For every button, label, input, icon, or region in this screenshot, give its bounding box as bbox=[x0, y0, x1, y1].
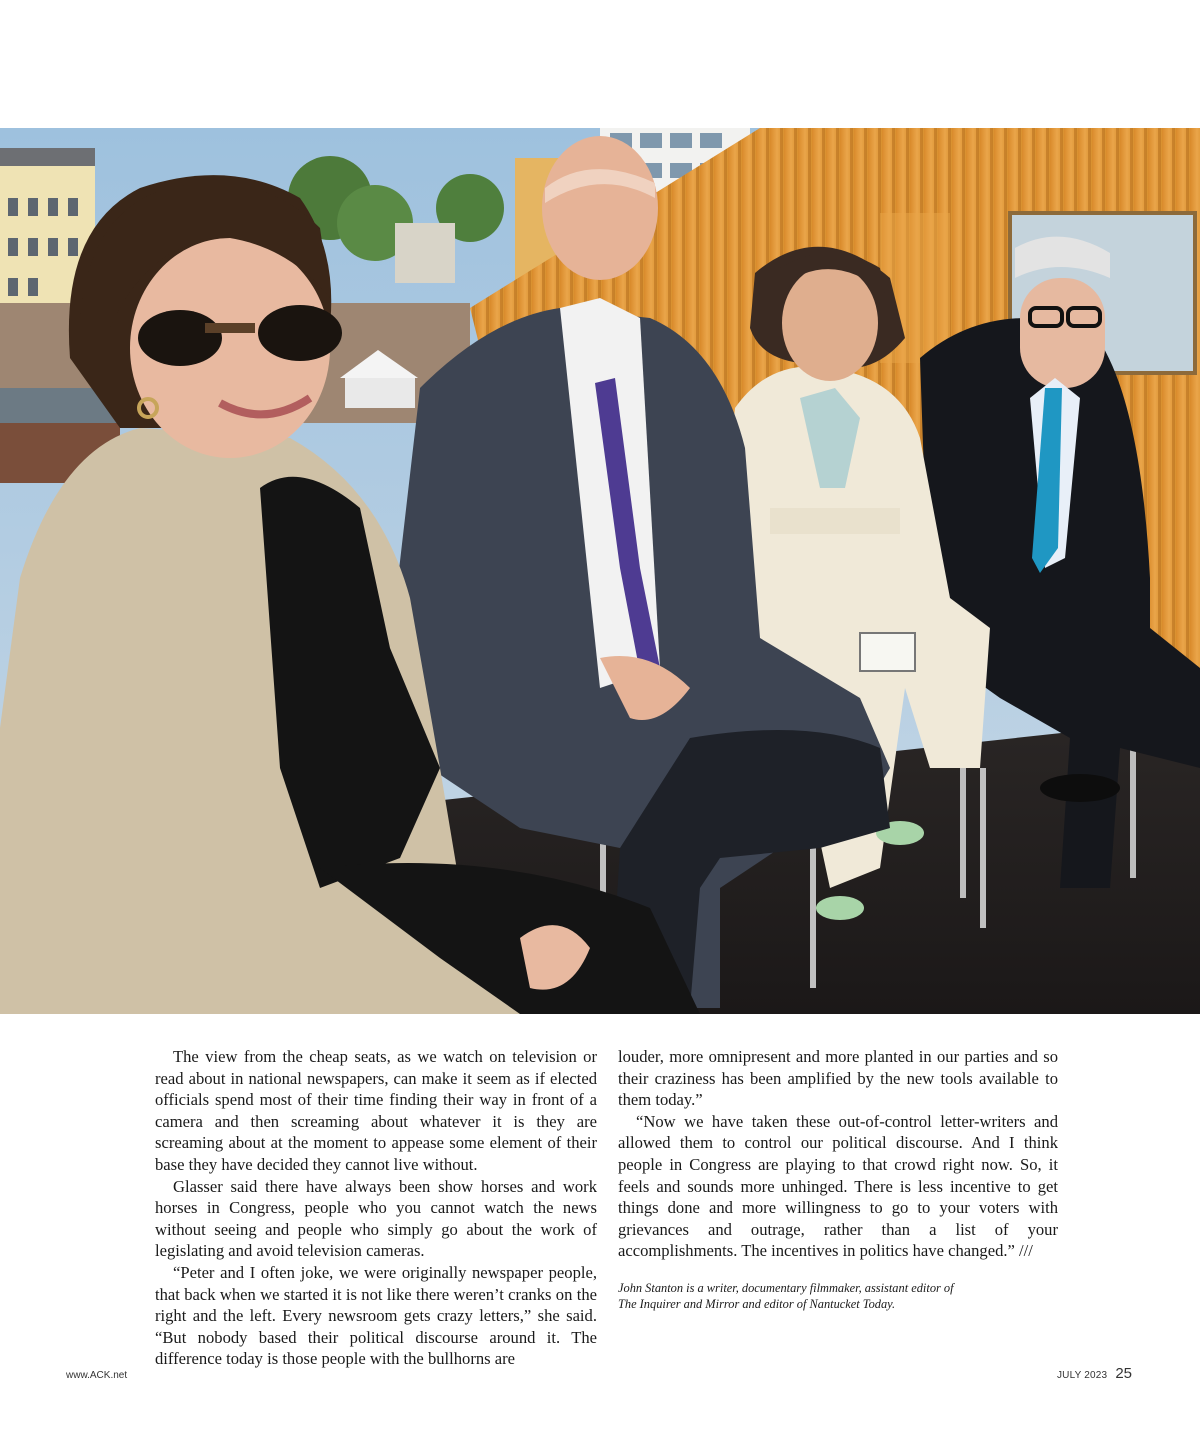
paragraph: The view from the cheap seats, as we watch on television or read about in national newspapers, can make it seem as if elected officials spend most of their time finding their way in front of a camera and then screaming about whatever it is they are screaming about at the moment to appease some element of their base they have decided they cannot live without. bbox=[155, 1047, 597, 1174]
feature-photo bbox=[0, 128, 1200, 1014]
page-number: 25 bbox=[1115, 1365, 1132, 1382]
article-column-right bbox=[618, 1046, 1058, 1312]
photo-illustration bbox=[0, 128, 1200, 1014]
article-column-left bbox=[155, 1046, 597, 1370]
paragraph: Glasser said there have always been show horses and work horses in Congress, people who you cannot watch the news without seeing and people who simply go about the work of legislating and avoid television cameras. bbox=[155, 1176, 597, 1261]
footer-folio bbox=[1057, 1365, 1132, 1382]
author-bio-line: The Inquirer and Mirror and editor of Nantucket Today. bbox=[618, 1296, 896, 1311]
footer-website[interactable]: www.ACK.net bbox=[66, 1370, 128, 1381]
paragraph: “Peter and I often joke, we were originally newspaper people, that back when we started it is not like there weren’t cranks on the right and the left. Every newsroom gets crazy letters,” she said. “But nobody based their political discourse around it. The difference today is those people with the bullhorns are bbox=[155, 1262, 597, 1369]
paragraph: “Now we have taken these out-of-control letter-writers and allowed them to control our political discourse. And I think people in Congress are playing to that crowd right now. So, it feels and sounds more unhinged. There is less incentive to get things done and more willingness to go to your voters with grievances and outrage, rather than a list of your accomplishments. The incentives in politics have changed.” /// bbox=[618, 1111, 1058, 1261]
paragraph: louder, more omnipresent and more planted in our parties and so their craziness has been amplified by the new tools available to them today.” bbox=[618, 1047, 1058, 1110]
author-bio-line: John Stanton is a writer, documentary filmmaker, assistant editor of bbox=[618, 1280, 954, 1295]
issue-date: JULY 2023 bbox=[1056, 1370, 1108, 1381]
author-bio bbox=[618, 1280, 1018, 1312]
